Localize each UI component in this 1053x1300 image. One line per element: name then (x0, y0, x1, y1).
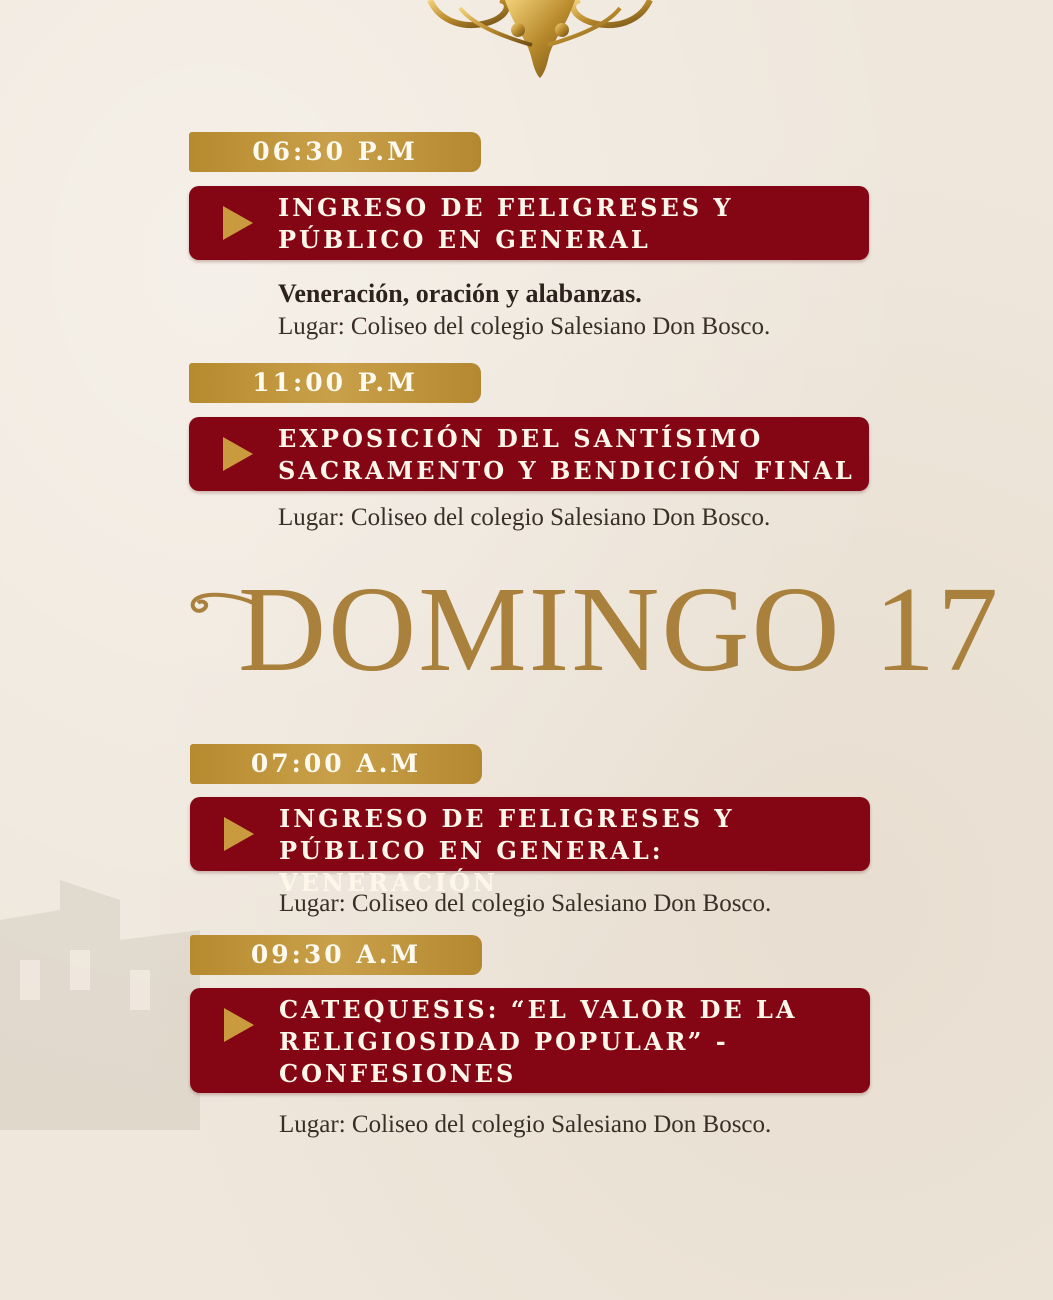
play-triangle-icon (223, 206, 253, 240)
play-triangle-icon (224, 817, 254, 851)
time-badge: 11:00 P.M (189, 363, 481, 403)
play-triangle-icon (223, 437, 253, 471)
event-place: Lugar: Coliseo del colegio Salesiano Don Bosco. (279, 890, 772, 917)
event-place: Lugar: Coliseo del colegio Salesiano Don Bosco. (278, 313, 771, 340)
event-title-line: PÚBLICO EN GENERAL: VENERACIÓN (279, 836, 664, 897)
event-title-bar (190, 797, 870, 897)
day-heading (188, 562, 1001, 697)
event-place: Lugar: Coliseo del colegio Salesiano Don Bosco. (279, 1111, 772, 1138)
event-title-bar (190, 988, 870, 1093)
event-title-bar (189, 186, 869, 260)
time-badge: 09:30 A.M (190, 935, 482, 975)
event-title-line: CONFESIONES (279, 1059, 517, 1088)
event-title-line: SACRAMENTO Y BENDICIÓN FINAL (278, 456, 855, 485)
gold-scroll-ornament-icon (420, 0, 660, 80)
event-title-line: INGRESO DE FELIGRESES Y (278, 193, 734, 222)
event-title (278, 423, 861, 487)
time-badge: 06:30 P.M (189, 132, 481, 172)
event-title-line: PÚBLICO EN GENERAL (278, 225, 651, 254)
day-heading-text: DOMINGO 17 (238, 562, 1001, 697)
event-title-line: RELIGIOSIDAD POPULAR” - (279, 1027, 729, 1056)
event-title-line: EXPOSICIÓN DEL SANTÍSIMO (278, 424, 764, 453)
event-place: Lugar: Coliseo del colegio Salesiano Don Bosco. (278, 504, 771, 531)
event-title-line: CATEQUESIS: “EL VALOR DE LA (279, 995, 798, 1024)
time-badge: 07:00 A.M (190, 744, 482, 784)
event-subtitle: Veneración, oración y alabanzas. (278, 279, 642, 308)
event-title (279, 994, 862, 1090)
event-title-line: INGRESO DE FELIGRESES Y (279, 804, 735, 833)
play-triangle-icon (224, 1008, 254, 1042)
event-title-bar (189, 417, 869, 491)
event-title (278, 192, 861, 256)
event-title (279, 803, 862, 899)
